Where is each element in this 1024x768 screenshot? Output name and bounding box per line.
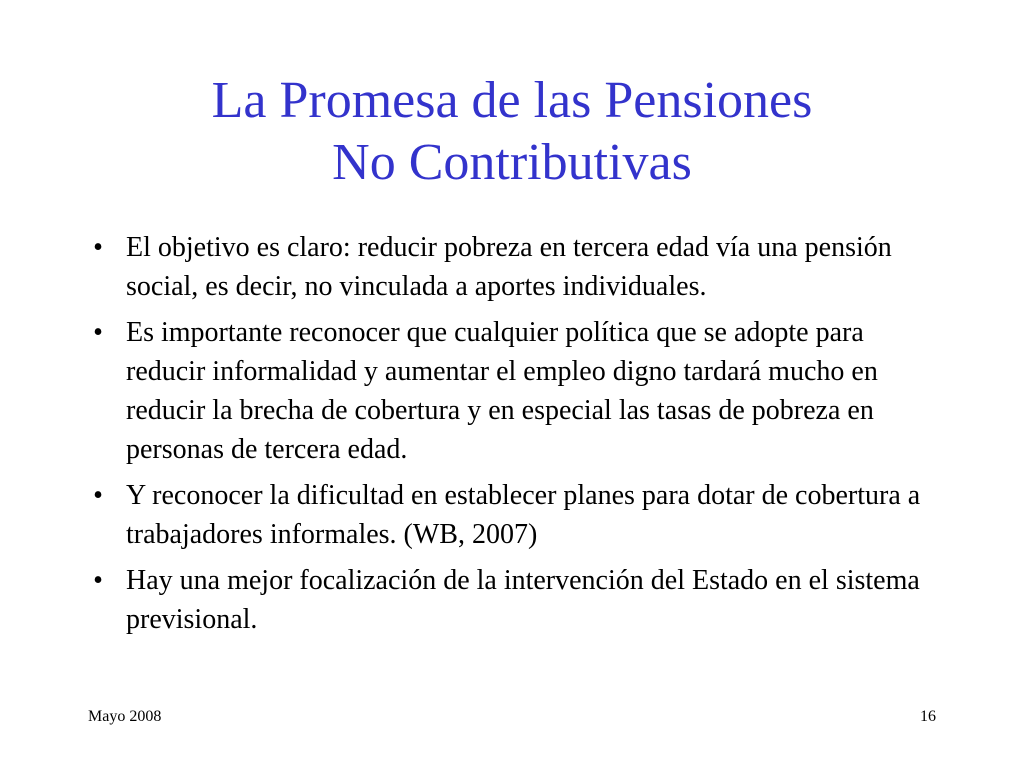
bullet-text-2: Es importante reconocer que cualquier política que se adopte para reducir informalidad y aumentar el empleo digno tardará mucho en reducir la brecha de cobertura y en especial las tasas de pobreza en personas de tercera edad.	[126, 317, 878, 465]
bullet-icon: •	[93, 317, 103, 348]
footer-date: Mayo 2008	[88, 708, 162, 725]
bullet-item-1	[86, 228, 946, 306]
slide-title-line-2: No Contributivas	[332, 134, 692, 191]
bullet-item-2	[86, 313, 946, 469]
bullet-icon: •	[93, 232, 103, 263]
slide-title	[70, 70, 954, 194]
bullet-text-3: Y reconocer la dificultad en establecer planes para dotar de cobertura a trabajadores informales. (WB, 2007)	[126, 480, 921, 550]
slide-title-line-1: La Promesa de las Pensiones	[211, 72, 813, 129]
bullet-item-3	[86, 476, 946, 554]
bullet-icon: •	[93, 480, 103, 511]
bullet-icon: •	[93, 565, 103, 596]
bullet-text-1: El objetivo es claro: reducir pobreza en tercera edad vía una pensión social, es decir, no vinculada a aportes individuales.	[126, 232, 892, 302]
bullet-item-4	[86, 561, 946, 639]
footer-page-number: 16	[920, 708, 936, 725]
bullet-list	[86, 228, 946, 646]
bullet-text-4: Hay una mejor focalización de la intervención del Estado en el sistema previsional.	[126, 565, 920, 635]
